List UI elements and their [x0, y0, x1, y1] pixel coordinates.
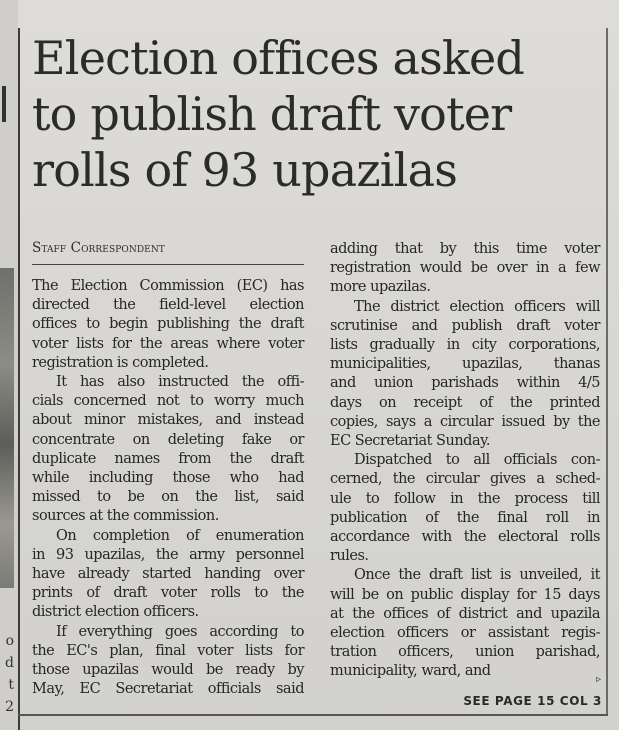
- text-line: ule to follow in the process till: [330, 490, 600, 507]
- headline-line: Election offices asked: [32, 31, 525, 85]
- adjacent-char: d: [5, 655, 14, 671]
- article-column-2: [330, 240, 600, 682]
- bottom-rule: [18, 714, 608, 716]
- byline: Staff Correspondent: [32, 240, 165, 256]
- article-headline: [32, 30, 602, 198]
- text-line: cerned, the circular gives a sched-: [330, 471, 600, 488]
- text-line: scrutinise and publish draft voter: [330, 317, 600, 334]
- text-line: more upazilas.: [330, 279, 431, 296]
- text-line: while including those who had: [32, 470, 304, 487]
- text-line: accordance with the electoral rolls: [330, 529, 600, 546]
- adjacent-char: o: [5, 633, 14, 649]
- text-line: concentrate on deleting fake or: [32, 431, 304, 448]
- text-line: about minor mistakes, and instead: [32, 412, 304, 429]
- text-line: registration is completed.: [32, 354, 209, 371]
- headline-line: rolls of 93 upazilas: [32, 143, 458, 197]
- paragraph: [32, 623, 304, 700]
- paragraph: [330, 566, 600, 681]
- paragraph: [330, 240, 600, 298]
- adjacent-char: 2: [5, 699, 14, 715]
- left-column-rule: [18, 28, 20, 730]
- jump-arrow-icon: ▹: [596, 674, 602, 685]
- text-line: lists gradually in city corporations,: [330, 337, 600, 354]
- text-line: The Election Commission (EC) has: [32, 278, 304, 294]
- text-line: rules.: [330, 548, 369, 565]
- text-line: at the offices of district and upazila: [330, 605, 600, 622]
- text-line: May, EC Secretariat officials said: [32, 681, 304, 698]
- adjacent-column-text: [0, 630, 14, 718]
- text-line: in 93 upazilas, the army personnel: [32, 546, 304, 563]
- text-line: It has also instructed the offi-: [56, 374, 304, 391]
- text-line: adding that by this time voter: [330, 241, 600, 257]
- text-line: and union parishads within 4/5: [330, 375, 600, 392]
- text-line: district election officers.: [32, 604, 199, 621]
- text-line: will be on public display for 15 days: [330, 586, 600, 603]
- continued-on-jump[interactable]: SEE PAGE 15 COL 3: [463, 694, 602, 708]
- text-line: tration officers, union parishad,: [330, 644, 600, 661]
- paragraph: [32, 527, 304, 623]
- byline-rule: [32, 264, 304, 265]
- text-line: cials concerned not to worry much: [32, 393, 304, 410]
- text-line: duplicate names from the draft: [32, 450, 304, 467]
- text-line: sources at the commission.: [32, 508, 219, 525]
- text-line: offices to begin publishing the draft: [32, 316, 304, 333]
- text-line: Dispatched to all officials con-: [354, 452, 600, 469]
- text-line: On completion of enumeration: [56, 527, 304, 544]
- text-line: Once the draft list is unveiled, it: [354, 567, 600, 584]
- text-line: The district election officers will: [354, 298, 600, 315]
- right-column-rule: [606, 28, 608, 714]
- headline-line: to publish draft voter: [32, 87, 512, 141]
- paragraph: [32, 277, 304, 373]
- text-line: the EC's plan, final voter lists for: [32, 642, 304, 659]
- text-line: election officers or assistant regis-: [330, 625, 600, 642]
- paragraph: [32, 373, 304, 527]
- text-line: EC Secretariat Sunday.: [330, 433, 490, 450]
- adjacent-photo-edge: [0, 268, 14, 588]
- text-line: publication of the final roll in: [330, 509, 600, 526]
- paragraph: [330, 298, 600, 452]
- text-line: municipality, ward, and: [330, 663, 491, 680]
- text-line: those upazilas would be ready by: [32, 662, 304, 679]
- text-line: prints of draft voter rolls to the: [32, 585, 304, 602]
- text-line: registration would be over in a few: [330, 260, 600, 277]
- text-line: If everything goes according to: [56, 623, 304, 640]
- text-line: voter lists for the areas where voter: [32, 335, 304, 352]
- text-line: missed to be on the list, said: [32, 489, 304, 506]
- adjacent-column-mark: [2, 86, 6, 122]
- adjacent-char: t: [8, 677, 14, 693]
- text-line: municipalities, upazilas, thanas: [330, 356, 600, 373]
- text-line: days on receipt of the printed: [330, 394, 600, 411]
- paragraph: [330, 451, 600, 566]
- article-column-1: [32, 277, 304, 699]
- text-line: directed the field-level election: [32, 297, 304, 314]
- text-line: copies, says a circular issued by the: [330, 413, 600, 430]
- text-line: have already started handing over: [32, 566, 304, 583]
